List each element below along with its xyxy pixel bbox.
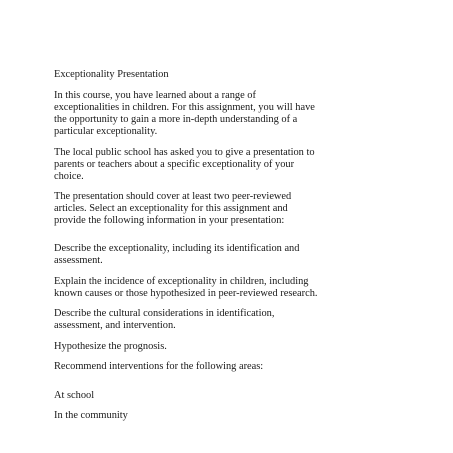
paragraph-intro-line: In this course, you have learned about a range of (54, 90, 256, 101)
list-item-at-school: At school (54, 390, 95, 401)
paragraph-prognosis-line: Hypothesize the prognosis. (54, 341, 167, 352)
paragraph-intro-line: exceptionalities in children. For this assignment, you will have (54, 102, 315, 113)
paragraph-cultural-line: assessment, and intervention. (54, 320, 176, 331)
paragraph-cultural-line: Describe the cultural considerations in identification, (54, 308, 275, 319)
paragraph-describe-line: Describe the exceptionality, including its identification and (54, 243, 300, 254)
paragraph-incidence-line: Explain the incidence of exceptionality in children, including (54, 276, 309, 287)
paragraph-request-line: The local public school has asked you to give a presentation to (54, 147, 315, 158)
paragraph-requirements-line: provide the following information in your presentation: (54, 215, 285, 226)
paragraph-requirements-line: articles. Select an exceptionality for this assignment and (54, 203, 288, 214)
paragraph-request-line: parents or teachers about a specific exceptionality of your (54, 159, 295, 170)
paragraph-intro-line: particular exceptionality. (54, 126, 158, 137)
paragraph-requirements-line: The presentation should cover at least two peer-reviewed (54, 191, 292, 202)
paragraph-intro-line: the opportunity to gain a more in-depth understanding of a (54, 114, 298, 125)
document-title: Exceptionality Presentation (54, 69, 169, 80)
list-item-in-community: In the community (54, 410, 128, 421)
paragraph-describe-line: assessment. (54, 255, 103, 266)
paragraph-interventions-line: Recommend interventions for the following areas: (54, 361, 264, 372)
paragraph-incidence-line: known causes or those hypothesized in peer-reviewed research. (54, 288, 318, 299)
paragraph-request-line: choice. (54, 171, 84, 182)
